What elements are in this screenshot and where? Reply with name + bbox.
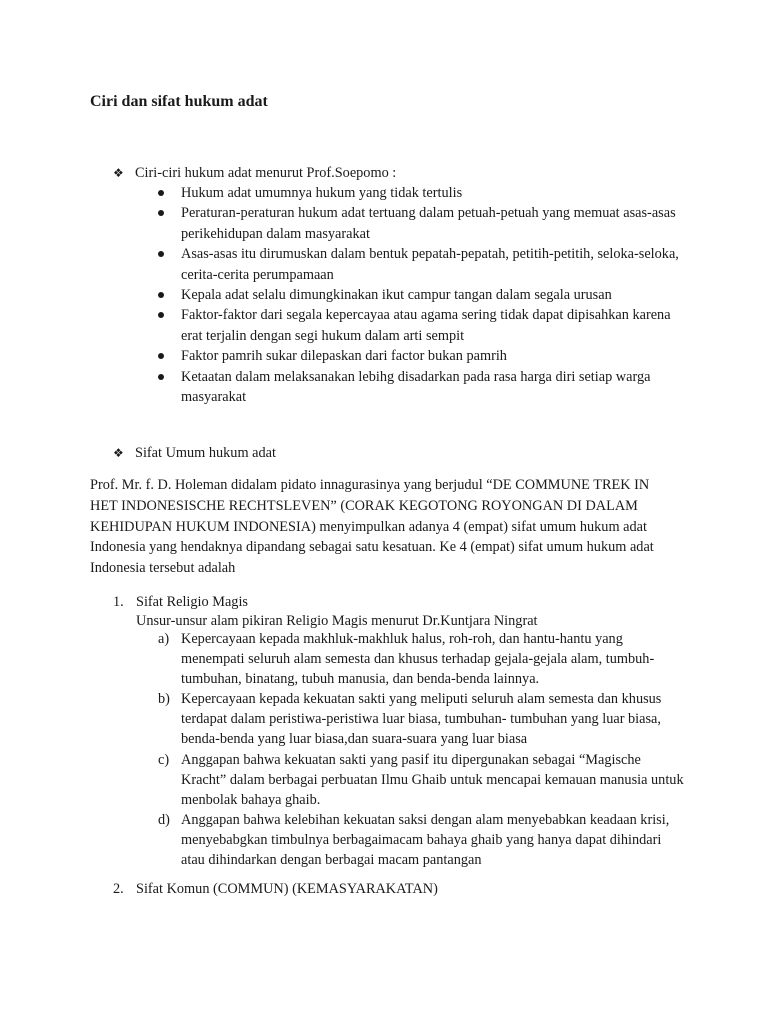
list-item: Kepala adat selalu dimungkinakan ikut campur tangan dalam segala urusan (155, 285, 685, 305)
list-item: Asas-asas itu dirumuskan dalam bentuk pepatah-pepatah, petitih-petitih, seloka-seloka, cerita-cerita perumpamaan (155, 244, 685, 285)
holeman-paragraph: Prof. Mr. f. D. Holeman didalam pidato innagurasinya yang berjudul “DE COMMUNE TREK IN HET INDONESISCHE RECHTSLEVEN” (CORAK KEGOTONG ROYONGAN DI DALAM KEHIDUPAN HUKUM INDONESIA) menyimpulkan adanya 4 (empat) sifat umum hukum adat Indonesia yang hendaknya dipandang sebagai satu kesatuan. Ke 4 (empat) sifat umum hukum adat Indonesia tersebut adalah (90, 477, 654, 577)
list-item: Peraturan-peraturan hukum adat tertuang dalam petuah-petuah yang memuat asas-asas perikehidupan dalam masyarakat (155, 203, 685, 244)
bullet-dot-icon (158, 312, 164, 318)
ciri-bullet-list (155, 183, 685, 407)
section-heading-text: Sifat Umum hukum adat (135, 445, 276, 461)
bullet-dot-icon (158, 190, 164, 196)
list-item: Faktor-faktor dari segala kepercayaa atau agama sering tidak dapat dipisahkan karena erat terjalin dengan segi hukum dalam arti sempit (155, 305, 685, 346)
section-heading-text: Ciri-ciri hukum adat menurut Prof.Soepomo : (135, 165, 397, 181)
list-item: Hukum adat umumnya hukum yang tidak tertulis (155, 183, 685, 203)
bullet-dot-icon (158, 374, 164, 380)
item-letter: d) (158, 811, 170, 828)
bullet-dot-icon (158, 210, 164, 216)
item-label: Sifat Religio Magis (136, 594, 248, 610)
page-title: Ciri dan sifat hukum adat (90, 93, 268, 110)
list-item: d) Anggapan bahwa kelebihan kekuatan saksi dengan alam menyebabkan keadaan krisi, menyebabgkan timbulnya berbagaimacam bahaya ghaib yang hanya dapat dihindari atau dihindarkan dengan berbagai macam pantangan (158, 811, 670, 869)
numbered-item-2 (113, 879, 438, 899)
religio-magis-subline: Unsur-unsur alam pikiran Religio Magis menurut Dr.Kuntjara Ningrat (136, 613, 538, 629)
religio-magis-list (155, 629, 685, 870)
diamond-bullet-icon: ❖ (113, 446, 124, 460)
bullet-dot-icon (158, 292, 164, 298)
item-letter: c) (158, 751, 170, 768)
list-item: b) Kepercayaan kepada kekuatan sakti yang meliputi seluruh alam semesta dan khusus terdapat dalam peristiwa-peristiwa luar biasa, tumbuhan- tumbuhan yang luar biasa, benda-benda yang luar biasa,dan suara-suara yang luar biasa (158, 691, 662, 748)
numbered-item-1 (113, 592, 248, 612)
list-item: Faktor pamrih sukar dilepaskan dari factor bukan pamrih (155, 346, 685, 366)
diamond-bullet-icon: ❖ (113, 166, 124, 180)
item-letter: a) (158, 631, 170, 647)
item-number: 1. (113, 594, 124, 610)
section-heading-ciri (113, 163, 396, 183)
item-label: Sifat Komun (COMMUN) (KEMASYARAKATAN) (136, 881, 438, 897)
item-letter: b) (158, 691, 170, 708)
list-item: Ketaatan dalam melaksanakan lebihg disadarkan pada rasa harga diri setiap warga masyarakat (155, 367, 685, 408)
item-number: 2. (113, 881, 124, 897)
list-item: c) Anggapan bahwa kekuatan sakti yang pasif itu dipergunakan sebagai “Magische Kracht” dalam berbagai perbuatan Ilmu Ghaib untuk mencapai kemauan manusia untuk menbolak bahaya ghaib. (158, 751, 684, 808)
bullet-dot-icon (158, 251, 164, 257)
section-heading-sifat-umum (113, 443, 276, 463)
bullet-dot-icon (158, 353, 164, 359)
list-item: a) Kepercayaan kepada makhluk-makhluk halus, roh-roh, dan hantu-hantu yang menempati seluruh alam semesta dan khusus terhadap gejala-gejala alam, tumbuh-tumbuhan, binatang, tubuh manusia, dan benda-benda lainnya. (158, 631, 655, 688)
